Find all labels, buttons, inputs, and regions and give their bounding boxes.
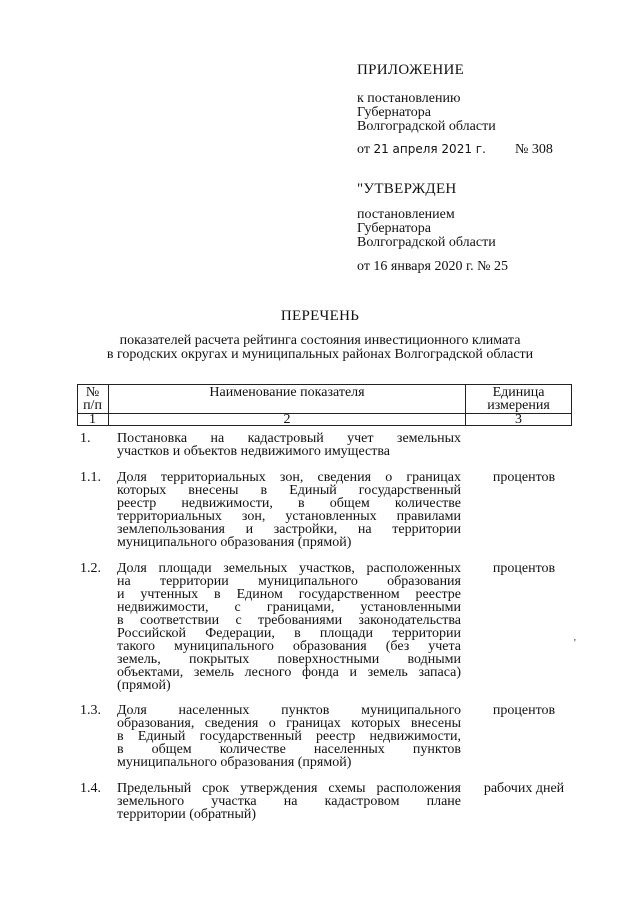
row-text-line: участков и объектов недвижимого имущества [117,444,390,459]
approval-title: "УТВЕРЖДЕН [357,181,457,197]
table-header [77,384,572,426]
subtitle-line: в городских округах и муниципальных районах Волгоградской области [106,347,534,362]
document-subtitle [60,334,580,362]
row-text-line: недвижимости, с границами, установленными [117,600,461,615]
row-number: 1. [80,431,91,446]
row-text-line: такого муниципального образования (без учета [117,639,461,654]
subtitle-line: показателей расчета рейтинга состояния инвестиционного климата [119,333,521,348]
row-text-line: землепользования и застройки, на территории [117,522,461,537]
row-unit: процентов [492,470,556,485]
approval-line: Волгоградской области [357,235,496,250]
header-num-line: п/п [83,398,102,413]
row-text-line: (прямой) [117,678,171,693]
row-text-line: объектами, земель лесного фонда и земель запаса) [117,665,461,680]
approval-basis [357,208,496,250]
row-unit: процентов [492,703,556,718]
row-unit: рабочих дней [483,781,565,796]
appendix-title: ПРИЛОЖЕНИЕ [357,62,465,78]
header-num [77,386,108,412]
row-indicator-name [117,704,461,769]
header-unit-line: измерения [487,398,550,413]
header-unit-line: Единица [492,385,545,400]
row-text-line: муниципального образования (прямой) [117,755,352,770]
row-text-line: в Единый государственный реестр недвижимости, [117,729,461,744]
appendix-date: 21 апреля 2021 г. [373,142,486,156]
row-text-line: земель, покрытых поверхностными водными [117,652,461,667]
row-text-line: в общем количестве населенных пунктов [117,742,461,757]
row-indicator-name [117,562,461,692]
row-number: 1.4. [80,781,101,796]
row-indicator-name [117,471,461,549]
document-title: ПЕРЕЧЕНЬ [280,308,360,324]
appendix-basis [357,92,496,134]
column-number: 3 [515,412,522,427]
appendix-line: Волгоградской области [357,119,496,134]
row-unit: процентов [492,561,556,576]
table-border-right [571,384,572,426]
header-num-line: № [85,385,100,400]
appendix-number: № 308 [515,142,553,157]
row-number: 1.3. [80,703,101,718]
row-text-line: земельного участка на кадастровом плане [117,794,461,809]
row-text-line: Предельный срок утверждения схемы расположения [117,781,461,796]
row-text-line: образования, сведения о границах которых внесены [117,716,461,731]
approval-date: от 16 января 2020 г. № 25 [357,259,508,274]
row-text-line: территории (обратный) [117,807,257,822]
row-text-line: Постановка на кадастровый учет земельных [117,431,461,446]
row-text-line: Российской Федерации, в площади территории [117,626,461,641]
date-prefix: от [357,142,370,157]
row-number: 1.2. [80,561,101,576]
column-number: 1 [89,412,96,427]
appendix-line: Губернатора [357,105,432,120]
column-number: 2 [283,412,291,427]
row-indicator-name [117,432,461,458]
row-text-line: Доля населенных пунктов муниципального [117,703,461,718]
row-text-line: муниципального образования (прямой) [117,535,352,550]
header-name: Наименование показателя [209,385,365,400]
row-text-line: территориальных зон, установленных правилами [117,509,461,524]
row-number: 1.1. [80,470,101,485]
row-text-line: Доля площади земельных участков, расположенных [117,561,461,576]
appendix-date-line [357,142,587,158]
scan-speck: ' [574,638,576,649]
row-text-line: и учтенных в Едином государственном реестре [117,587,461,602]
approval-line: постановлением [357,207,455,222]
row-text-line: реестр недвижимости, в общем количестве [117,496,461,511]
appendix-line: к постановлению [357,91,461,106]
row-text-line: Доля территориальных зон, сведения о границах [117,470,461,485]
row-text-line: в соответствии с требованиями законодательства [117,613,461,628]
row-text-line: которых внесены в Единый государственный [117,483,461,498]
header-unit [466,386,571,412]
row-indicator-name [117,782,461,821]
row-text-line: на территории муниципального образования [117,574,461,589]
approval-line: Губернатора [357,221,432,236]
